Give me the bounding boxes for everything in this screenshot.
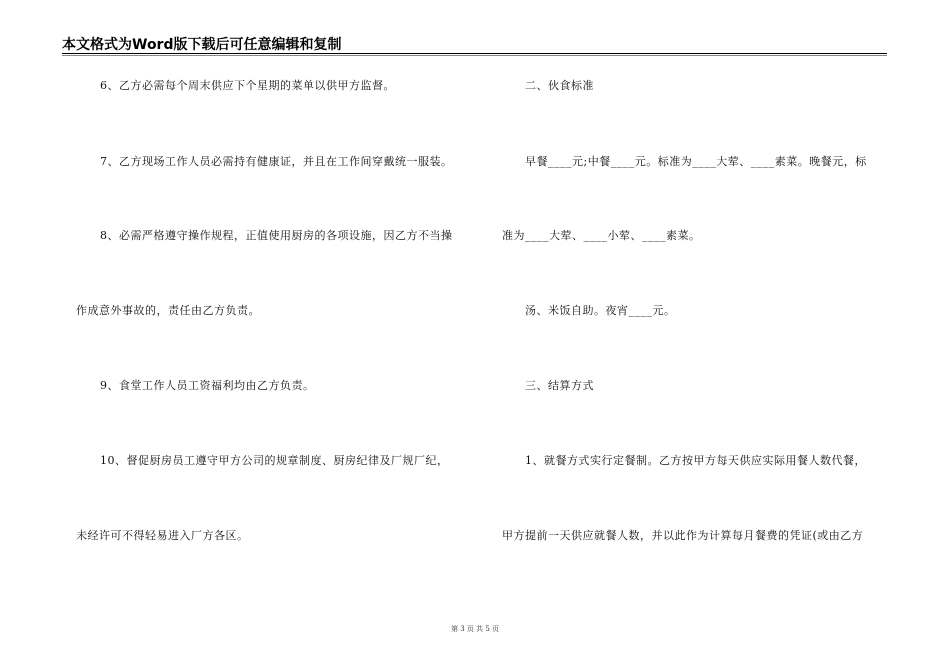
section-heading-meal-standard: 二、伙食标准 [525,79,594,92]
header-divider-secondary [62,55,887,56]
left-paragraph-9: 9、食堂工作人员工资福利均由乙方负责。 [100,379,315,392]
left-paragraph-10: 10、督促厨房员工遵守甲方公司的规章制度、厨房纪律及厂规厂纪， [100,454,449,467]
page-number-footer: 第 3 页 共 5 页 [450,625,500,633]
left-paragraph-6: 6、乙方必需每个周末供应下个星期的菜单以供甲方监督。 [100,79,395,92]
left-paragraph-8: 8、必需严格遵守操作规程，正值使用厨房的各项设施，因乙方不当操 [100,229,453,242]
right-paragraph-meal-price-continued: 准为____大荤、____小荤、____素菜。 [502,229,701,242]
left-paragraph-10-continued: 未经许可不得轻易进入厂方各区。 [76,529,249,542]
header-divider [62,53,887,54]
right-paragraph-1-continued: 甲方提前一天供应就餐人数，并以此作为计算每月餐费的凭证(或由乙方 [502,529,864,542]
right-paragraph-1: 1、就餐方式实行定餐制。乙方按甲方每天供应实际用餐人数代餐， [525,454,866,467]
document-header-title: 本文格式为Word版下载后可任意编辑和复制 [62,37,342,53]
section-heading-settlement: 三、结算方式 [525,379,594,392]
right-paragraph-soup-rice: 汤、米饭自助。夜宵____元。 [525,304,676,317]
left-paragraph-8-continued: 作成意外事故的，责任由乙方负责。 [76,304,260,317]
right-paragraph-meal-price: 早餐____元;中餐____元。标准为____大荤、____素菜。晚餐元，标 [525,155,867,168]
left-paragraph-7: 7、乙方现场工作人员必需持有健康证，并且在工作间穿戴统一服装。 [100,155,453,168]
